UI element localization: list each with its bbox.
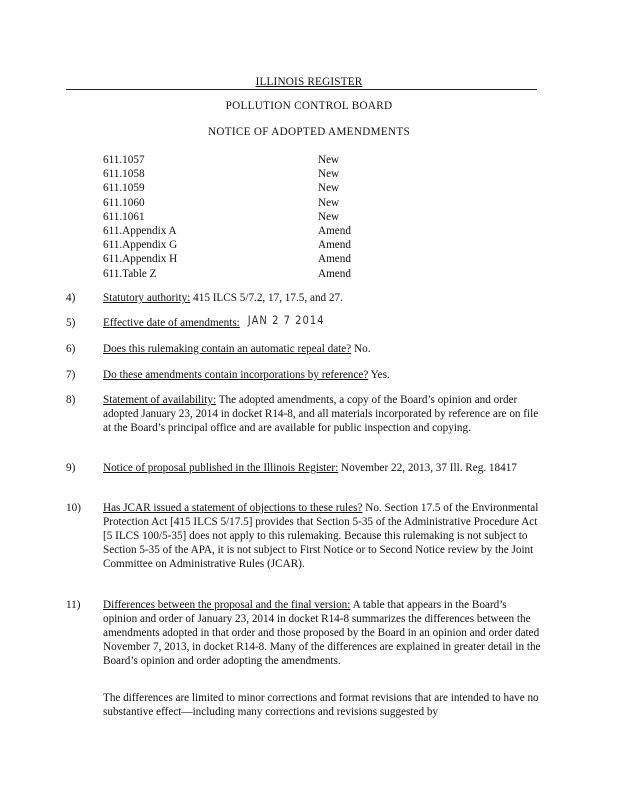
item-label: Do these amendments contain incorporations by reference? (103, 369, 369, 381)
item-label: Notice of proposal published in the Illinois Register: (103, 462, 339, 474)
date-stamp: JAN 2 7 2014 (247, 314, 325, 328)
section-list (103, 153, 383, 281)
item-jcar-objections (66, 501, 546, 571)
section-action: New (318, 196, 340, 209)
section-action: New (318, 154, 340, 166)
item-text: No. Section 17.5 of the Environmental Protection Act [415 ILCS 5/17.5] provides that Section 5-35 of the Administrative Procedure Act [5 ILCS 100/5-35] does not apply to this rulemaking. Because this rulemaking is not subject to Section 5-35 of the APA, it is not subject to First Notice or to Second Notice review by the Joint Committee on Administrative Rules (JCAR). (103, 502, 539, 570)
item-number: 5) (66, 317, 76, 329)
section-action: Amend (318, 267, 351, 280)
section-row (103, 167, 383, 181)
section-number: 611.Table Z (103, 267, 157, 280)
item-number: 11) (66, 599, 81, 611)
item-text: No. (351, 343, 371, 355)
section-number: 611.1059 (103, 182, 145, 195)
section-action: New (318, 210, 340, 223)
item-notice-of-proposal (66, 461, 546, 475)
notice-title: NOTICE OF ADOPTED AMENDMENTS (207, 126, 410, 138)
section-row (103, 252, 383, 266)
section-number: 611.1060 (103, 196, 145, 209)
item-label: Effective date of amendments: (103, 317, 240, 329)
header-rule (66, 89, 537, 90)
section-number: 611.1058 (103, 168, 145, 181)
item-text: 415 ILCS 5/7.2, 17, 17.5, and 27. (190, 292, 343, 304)
item-text: Yes. (368, 369, 390, 381)
item-text: November 22, 2013, 37 Ill. Reg. 18417 (338, 462, 517, 474)
section-number: 611.Appendix G (103, 239, 178, 252)
item-automatic-repeal (66, 342, 546, 356)
item-incorporations (66, 368, 546, 382)
section-number: 611.1057 (103, 154, 145, 166)
section-row (103, 210, 383, 224)
item-label: Differences between the proposal and the final version: (103, 599, 351, 611)
section-row (103, 224, 383, 238)
section-action: Amend (318, 253, 351, 266)
item-label: Has JCAR issued a statement of objections to these rules? (103, 502, 363, 514)
item-label: Statement of availability: (103, 394, 217, 406)
item-number: 10) (66, 502, 81, 514)
section-action: New (318, 182, 340, 195)
section-action: New (318, 168, 340, 181)
item-text: A table that appears in the Board’s opinion and order of January 23, 2014 in docket R14-8 summarizes the differences between the amendments adopted in that order and those proposed by the Board in an opinion and order dated November 7, 2013, in docket R14-8. Many of the differences are explained in greater detail in the Board’s opinion and order adopting the amendments. (103, 599, 541, 667)
item-number: 8) (66, 394, 76, 406)
register-title: ILLINOIS REGISTER (255, 76, 363, 88)
section-action: Amend (318, 224, 351, 237)
item-text: The adopted amendments, a copy of the Board’s opinion and order adopted January 23, 2014 in docket R14-8, and all materials incorporated by reference are on file at the Board’s principal office and are available for public inspection and copying. (103, 394, 539, 434)
section-row (103, 238, 383, 252)
section-row (103, 267, 383, 281)
item-number: 4) (66, 292, 76, 304)
board-name: POLLUTION CONTROL BOARD (225, 100, 393, 112)
section-row (103, 153, 383, 167)
item-label: Statutory authority: (103, 292, 191, 304)
section-row (103, 196, 383, 210)
section-number: 611.Appendix H (103, 253, 178, 266)
item-label: Does this rulemaking contain an automatic repeal date? (103, 343, 352, 355)
closing-paragraph: The differences are limited to minor corrections and format revisions that are intended to have no substantive effect—including many corrections and revisions suggested by (103, 692, 539, 718)
item-number: 7) (66, 369, 76, 381)
item-effective-date (66, 316, 546, 331)
section-number: 611.1061 (103, 210, 145, 223)
item-availability (66, 393, 546, 435)
item-differences (66, 598, 546, 668)
item-number: 9) (66, 462, 76, 474)
section-number: 611.Appendix A (103, 224, 177, 237)
section-row (103, 181, 383, 195)
item-number: 6) (66, 343, 76, 355)
section-action: Amend (318, 239, 351, 252)
item-statutory-authority (66, 291, 546, 305)
